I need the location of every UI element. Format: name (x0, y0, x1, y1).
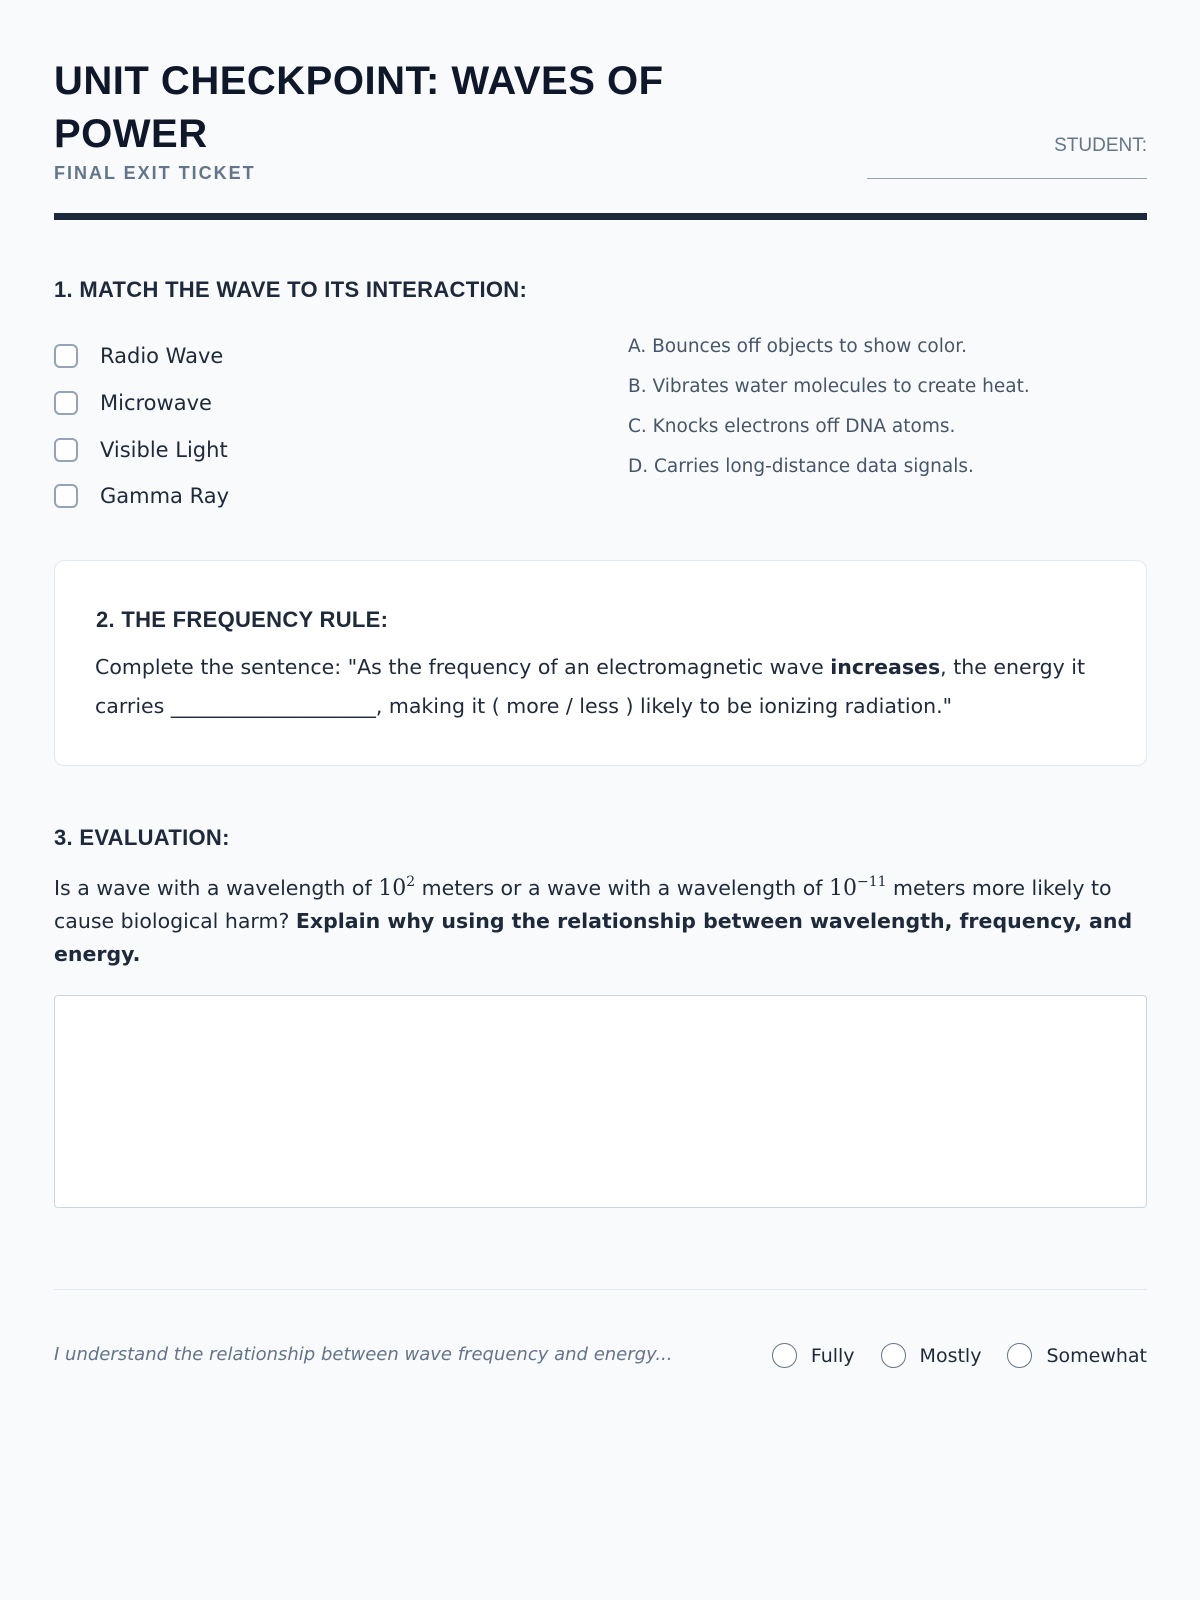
match-item-label: Gamma Ray (100, 484, 230, 509)
rating-label: Somewhat (1046, 1344, 1147, 1367)
student-name-field[interactable] (867, 178, 1147, 179)
checkbox[interactable] (54, 438, 78, 462)
divider (54, 1289, 1147, 1290)
match-items (54, 333, 229, 520)
match-option: A. Bounces off objects to show color. (628, 336, 967, 357)
math-exponent: −11 (856, 874, 887, 890)
match-item-microwave[interactable] (54, 380, 229, 427)
match-item-label: Visible Light (100, 437, 228, 462)
match-option: B. Vibrates water molecules to create heat. (628, 376, 1030, 397)
match-item-label: Microwave (100, 391, 212, 416)
match-option: C. Knocks electrons off DNA atoms. (628, 416, 956, 437)
checkbox[interactable] (54, 391, 78, 415)
math-base: 10 (828, 876, 857, 901)
radio-button[interactable] (1007, 1343, 1032, 1368)
page-subtitle: FINAL EXIT TICKET (54, 163, 256, 183)
self-check-prompt: I understand the relationship between wave frequency and energy... (54, 1344, 673, 1365)
match-options (628, 333, 1030, 493)
sentence-part: Complete the sentence: "As the frequency of an electromagnetic wave (95, 655, 831, 679)
radio-button[interactable] (881, 1343, 906, 1368)
math-base: 10 (378, 876, 407, 901)
checkbox[interactable] (54, 344, 78, 368)
math-exponent: 2 (406, 874, 416, 890)
rating-option-somewhat[interactable] (1007, 1343, 1147, 1368)
student-label: STUDENT: (1054, 135, 1147, 156)
rating-option-fully[interactable] (772, 1343, 855, 1368)
question-part: Is a wave with a wavelength of (54, 876, 379, 900)
self-check-rating (746, 1343, 1147, 1368)
question-bold: Explain why using the relationship between wavelength, frequency, and energy. (54, 909, 1133, 966)
checkbox[interactable] (54, 484, 78, 508)
match-item-radio-wave[interactable] (54, 333, 229, 380)
sentence-bold: increases (830, 655, 941, 679)
math-expression (829, 876, 887, 901)
question-part: meters more likely to cause biological harm? (54, 876, 1112, 933)
match-item-gamma-ray[interactable] (54, 473, 229, 520)
page-title: UNIT CHECKPOINT: WAVES OF POWER (54, 59, 664, 156)
frequency-sentence (95, 648, 1105, 726)
sentence-part: , the energy it carries ____________________, making it ( more / less ) likely to be ionizing radiation." (95, 655, 1086, 718)
match-item-label: Radio Wave (100, 344, 224, 369)
section3-heading: 3. EVALUATION: (54, 825, 230, 850)
evaluation-question (54, 866, 1147, 971)
radio-button[interactable] (772, 1343, 797, 1368)
evaluation-answer-box[interactable] (54, 995, 1147, 1208)
header-rule (54, 213, 1147, 220)
rating-option-mostly[interactable] (881, 1343, 982, 1368)
math-expression (378, 876, 415, 901)
question-part: meters or a wave with a wavelength of (415, 876, 829, 900)
section2-heading: 2. THE FREQUENCY RULE: (96, 607, 389, 632)
rating-label: Mostly (919, 1344, 982, 1367)
section1-heading: 1. MATCH THE WAVE TO ITS INTERACTION: (54, 277, 528, 302)
match-option: D. Carries long-distance data signals. (628, 456, 974, 477)
rating-label: Fully (810, 1344, 855, 1367)
match-item-visible-light[interactable] (54, 426, 229, 473)
